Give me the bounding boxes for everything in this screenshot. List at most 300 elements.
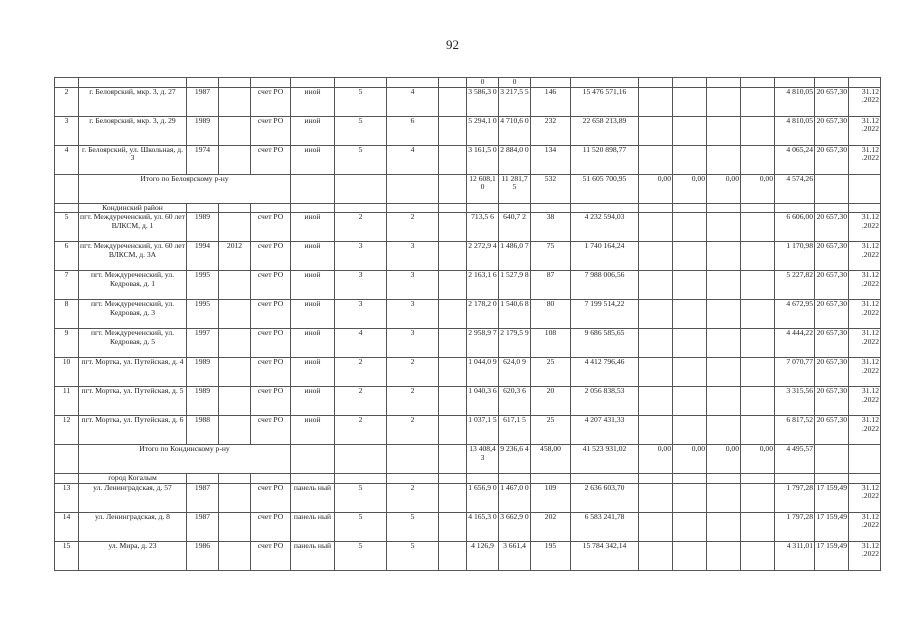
cell-cost-a [639, 416, 673, 445]
cell-address: пгт. Мортка, ул. Путейская, д. 4 [79, 358, 187, 387]
cell-cost-d [741, 358, 775, 387]
cell-limit-cost: 20 657,30 [815, 242, 849, 271]
cell-entrances: 5 [387, 541, 439, 570]
cell-entrances: 5 [387, 512, 439, 541]
cell-fund-method: счет РО [251, 300, 291, 329]
cell-total-area: 4 165,3 0 [467, 512, 499, 541]
cell-fund-method: счет РО [251, 329, 291, 358]
cell-blank [439, 78, 467, 88]
cell-living-area: 1 527,9 8 [499, 271, 531, 300]
cell-residents: 532 [531, 174, 571, 203]
cell-wall-material: иной [291, 145, 335, 174]
cell-cost-d [741, 416, 775, 445]
cell-blank [467, 203, 499, 213]
cell-blank [531, 203, 571, 213]
cell-cost-total: 15 784 342,14 [571, 541, 639, 570]
cell-total-area: 2 178,2 0 [467, 300, 499, 329]
cell-cost-b [673, 271, 707, 300]
cell-blank [55, 474, 79, 484]
cell-total-area: 3 161,5 0 [467, 145, 499, 174]
cell-cost-per-sqm: 4 311,01 [775, 541, 815, 570]
cell-address: г. Белоярский, ул. Школьная, д. 3 [79, 145, 187, 174]
cell-blank [439, 512, 467, 541]
cell-fund-method: счет РО [251, 358, 291, 387]
page-number: 92 [446, 37, 459, 52]
cell-floors: 5 [335, 87, 387, 116]
cell-cost-per-sqm: 5 227,82 [775, 271, 815, 300]
cell-row-number: 14 [55, 512, 79, 541]
cell-cost-c [707, 387, 741, 416]
cell-living-area: 4 710,6 0 [499, 116, 531, 145]
cell-blank [439, 483, 467, 512]
cell-limit-cost: 20 657,30 [815, 329, 849, 358]
cell-deadline: 31.12 .2022 [849, 512, 881, 541]
cell-cost-c [707, 116, 741, 145]
cell-cost-a [639, 78, 673, 88]
cell-cost-total: 1 740 164,24 [571, 242, 639, 271]
cell-cost-per-sqm: 3 315,56 [775, 387, 815, 416]
cell-cost-c [707, 329, 741, 358]
cell-blank [291, 203, 335, 213]
cell-cost-b: 0,00 [673, 445, 707, 474]
cell-cost-c [707, 416, 741, 445]
cell-residents: 20 [531, 387, 571, 416]
cell-cost-total: 2 056 838,53 [571, 387, 639, 416]
cell-cost-a [639, 329, 673, 358]
cell-cost-total: 6 583 241,78 [571, 512, 639, 541]
cell-blank [291, 174, 335, 203]
cell-blank [187, 203, 219, 213]
cell-entrances: 2 [387, 483, 439, 512]
cell-limit-cost: 20 657,30 [815, 145, 849, 174]
cell-residents: 202 [531, 512, 571, 541]
cell-residents: 109 [531, 483, 571, 512]
cell-living-area: 3 661,4 [499, 541, 531, 570]
cell-blank [499, 203, 531, 213]
cell-cost-b: 0,00 [673, 174, 707, 203]
cell-year-reconstruction [219, 416, 251, 445]
table-row [55, 387, 881, 416]
cell-blank [707, 474, 741, 484]
cell-total-area: 2 272,9 4 [467, 242, 499, 271]
cell-floors: 3 [335, 300, 387, 329]
cell-cost-c: 0,00 [707, 174, 741, 203]
cell-cost-total: 15 476 571,16 [571, 87, 639, 116]
cell-residents: 25 [531, 416, 571, 445]
cell-blank [571, 203, 639, 213]
cell-entrances [387, 78, 439, 88]
cell-living-area: 620,3 6 [499, 387, 531, 416]
cell-blank [571, 474, 639, 484]
cell-year-built: 1995 [187, 271, 219, 300]
cell-cost-c [707, 145, 741, 174]
cell-cost-d [741, 116, 775, 145]
cell-cost-b [673, 300, 707, 329]
cell-cost-a: 0,00 [639, 174, 673, 203]
cell-floors: 2 [335, 358, 387, 387]
cell-limit-cost: 20 657,30 [815, 358, 849, 387]
cell-floors: 5 [335, 116, 387, 145]
cell-cost-b [673, 358, 707, 387]
cell-floors: 5 [335, 145, 387, 174]
cell-cost-a [639, 116, 673, 145]
cell-fund-method: счет РО [251, 87, 291, 116]
cell-entrances: 2 [387, 213, 439, 242]
cell-blank [439, 87, 467, 116]
cell-deadline: 31.12 .2022 [849, 541, 881, 570]
cell-entrances: 4 [387, 145, 439, 174]
cell-floors: 2 [335, 213, 387, 242]
cell-residents: 75 [531, 242, 571, 271]
cell-cost-d [741, 300, 775, 329]
cell-year-built: 1987 [187, 87, 219, 116]
cell-blank [439, 242, 467, 271]
cell-year-built: 1987 [187, 483, 219, 512]
table-row [55, 416, 881, 445]
cell-blank [499, 474, 531, 484]
cell-total-area: 13 408,4 3 [467, 445, 499, 474]
housing-register-table [54, 77, 881, 571]
cell-blank [439, 329, 467, 358]
cell-blank [439, 116, 467, 145]
cell-deadline: 31.12 .2022 [849, 116, 881, 145]
cell-cost-a [639, 387, 673, 416]
cell-wall-material: иной [291, 358, 335, 387]
cell-blank [387, 174, 439, 203]
cell-total-area: 12 608,1 0 [467, 174, 499, 203]
cell-cost-b [673, 329, 707, 358]
cell-address: пгт. Междуреченский, ул. Кедровая, д. 5 [79, 329, 187, 358]
table-row [55, 512, 881, 541]
cell-total-area: 5 294,1 0 [467, 116, 499, 145]
cell-limit-cost: 17 159,49 [815, 512, 849, 541]
cell-blank [439, 358, 467, 387]
cell-fund-method: счет РО [251, 213, 291, 242]
cell-blank [291, 474, 335, 484]
cell-deadline: 31.12 .2022 [849, 145, 881, 174]
cell-blank [775, 474, 815, 484]
cell-residents: 146 [531, 87, 571, 116]
cell-cost-per-sqm: 4 444,22 [775, 329, 815, 358]
cell-living-area: 2 179,5 9 [499, 329, 531, 358]
cell-blank [55, 174, 79, 203]
cell-address: ул. Мира, д. 23 [79, 541, 187, 570]
cell-cost-c [707, 300, 741, 329]
cell-cost-d: 0,00 [741, 174, 775, 203]
cell-year-reconstruction [219, 78, 251, 88]
cell-year-reconstruction [219, 300, 251, 329]
cell-total-area: 1 044,0 9 [467, 358, 499, 387]
cell-blank [439, 445, 467, 474]
cell-row-number: 7 [55, 271, 79, 300]
cell-cost-a [639, 271, 673, 300]
cell-floors: 3 [335, 271, 387, 300]
cell-cost-c [707, 87, 741, 116]
cell-cost-per-sqm: 1 797,28 [775, 483, 815, 512]
cell-blank [673, 474, 707, 484]
cell-blank [219, 474, 251, 484]
cell-limit-cost: 20 657,30 [815, 213, 849, 242]
cell-year-reconstruction [219, 483, 251, 512]
cell-cost-per-sqm: 6 606,00 [775, 213, 815, 242]
cell-year-reconstruction [219, 541, 251, 570]
cell-blank [335, 174, 387, 203]
cell-cost-d: 0,00 [741, 445, 775, 474]
cell-cost-d [741, 512, 775, 541]
cell-residents: 80 [531, 300, 571, 329]
cell-cost-per-sqm: 4 574,26 [775, 174, 815, 203]
cell-year-reconstruction [219, 116, 251, 145]
cell-blank [335, 445, 387, 474]
cell-limit-cost [815, 174, 849, 203]
cell-entrances: 3 [387, 242, 439, 271]
cell-residents: 232 [531, 116, 571, 145]
total-row [55, 174, 881, 203]
cell-blank [219, 203, 251, 213]
cell-blank [849, 474, 881, 484]
cell-total-area: 713,5 6 [467, 213, 499, 242]
cell-cost-total: 41 523 931,02 [571, 445, 639, 474]
cell-living-area: 3 662,9 0 [499, 512, 531, 541]
cell-total-area: 3 586,3 0 [467, 87, 499, 116]
cell-year-built [187, 78, 219, 88]
cell-living-area: 1 540,6 8 [499, 300, 531, 329]
cell-blank [55, 203, 79, 213]
cell-cost-per-sqm: 4 672,95 [775, 300, 815, 329]
cell-residents: 25 [531, 358, 571, 387]
cell-total-area: 2 958,9 7 [467, 329, 499, 358]
cell-living-area: 3 217,5 5 [499, 87, 531, 116]
cell-year-reconstruction [219, 387, 251, 416]
cell-wall-material: панель ный [291, 512, 335, 541]
cell-blank [335, 474, 387, 484]
cell-blank [439, 174, 467, 203]
cell-deadline: 31.12 .2022 [849, 483, 881, 512]
cell-wall-material: иной [291, 242, 335, 271]
cell-cost-b [673, 145, 707, 174]
cell-cost-a [639, 242, 673, 271]
cell-year-reconstruction [219, 87, 251, 116]
cell-total-area: 1 037,1 5 [467, 416, 499, 445]
cell-limit-cost: 17 159,49 [815, 483, 849, 512]
cell-blank [439, 474, 467, 484]
cell-entrances: 2 [387, 416, 439, 445]
cell-limit-cost: 20 657,30 [815, 416, 849, 445]
cell-fund-method: счет РО [251, 387, 291, 416]
cell-blank [467, 474, 499, 484]
table-row [55, 145, 881, 174]
cell-blank [387, 474, 439, 484]
cell-wall-material: панель ный [291, 483, 335, 512]
cell-address: пгт. Мортка, ул. Путейская, д. 6 [79, 416, 187, 445]
cell-cost-a [639, 541, 673, 570]
cell-cost-total: 9 686 585,65 [571, 329, 639, 358]
cell-deadline [849, 78, 881, 88]
cell-blank [639, 474, 673, 484]
cell-deadline: 31.12 .2022 [849, 242, 881, 271]
cell-row-number: 13 [55, 483, 79, 512]
cell-floors [335, 78, 387, 88]
cell-cost-d [741, 329, 775, 358]
cell-floors: 5 [335, 541, 387, 570]
cell-address: ул. Ленинградская, д. 57 [79, 483, 187, 512]
cell-blank [291, 445, 335, 474]
cell-fund-method: счет РО [251, 116, 291, 145]
cell-blank [639, 203, 673, 213]
cell-wall-material: иной [291, 213, 335, 242]
cell-cost-c [707, 512, 741, 541]
cell-blank [673, 203, 707, 213]
section-label: Кондинский район [79, 203, 187, 213]
cell-residents: 108 [531, 329, 571, 358]
cell-year-built: 1989 [187, 116, 219, 145]
cell-residents [531, 78, 571, 88]
cell-living-area: 617,1 5 [499, 416, 531, 445]
cell-row-number: 8 [55, 300, 79, 329]
cell-entrances: 2 [387, 358, 439, 387]
cell-row-number: 10 [55, 358, 79, 387]
cell-cost-d [741, 78, 775, 88]
cell-row-number [55, 78, 79, 88]
cell-blank [439, 387, 467, 416]
table-row [55, 300, 881, 329]
cell-deadline [849, 174, 881, 203]
cell-cost-total: 51 605 700,95 [571, 174, 639, 203]
cell-wall-material: иной [291, 329, 335, 358]
cell-floors: 2 [335, 387, 387, 416]
cell-total-area: 1 656,9 0 [467, 483, 499, 512]
table-row [55, 541, 881, 570]
cell-cost-per-sqm: 4 065,24 [775, 145, 815, 174]
cell-entrances: 3 [387, 300, 439, 329]
section-label: город Когалым [79, 474, 187, 484]
cell-blank [439, 541, 467, 570]
cell-residents: 87 [531, 271, 571, 300]
cell-deadline: 31.12 .2022 [849, 329, 881, 358]
cell-cost-per-sqm: 4 810,05 [775, 116, 815, 145]
cell-deadline: 31.12 .2022 [849, 416, 881, 445]
cell-cost-a [639, 512, 673, 541]
cell-cost-per-sqm: 1 797,28 [775, 512, 815, 541]
cell-cost-d [741, 541, 775, 570]
cell-cost-b [673, 416, 707, 445]
cell-cost-a [639, 213, 673, 242]
cell-wall-material: иной [291, 416, 335, 445]
cell-address: ул. Ленинградская, д. 8 [79, 512, 187, 541]
cell-wall-material: иной [291, 387, 335, 416]
cell-living-area: 2 884,0 0 [499, 145, 531, 174]
cell-blank [439, 213, 467, 242]
cell-blank [775, 203, 815, 213]
cell-address: г. Белоярский, мкр. 3, д. 29 [79, 116, 187, 145]
cell-wall-material: иной [291, 87, 335, 116]
cell-cost-per-sqm: 4 810,05 [775, 87, 815, 116]
cell-entrances: 3 [387, 271, 439, 300]
cell-year-built: 1989 [187, 358, 219, 387]
cell-year-built: 1974 [187, 145, 219, 174]
cell-cost-b [673, 242, 707, 271]
cell-blank [335, 203, 387, 213]
cell-row-number: 5 [55, 213, 79, 242]
cell-cost-c [707, 483, 741, 512]
cell-fund-method: счет РО [251, 541, 291, 570]
cell-limit-cost: 20 657,30 [815, 300, 849, 329]
cell-living-area: 11 281,7 5 [499, 174, 531, 203]
cell-residents: 38 [531, 213, 571, 242]
total-label: Итого по Белоярскому р-ну [79, 174, 291, 203]
table-row [55, 78, 881, 88]
cell-living-area: 640,7 2 [499, 213, 531, 242]
cell-blank [251, 203, 291, 213]
cell-cost-c [707, 358, 741, 387]
cell-cost-d [741, 271, 775, 300]
cell-residents: 195 [531, 541, 571, 570]
cell-blank [741, 474, 775, 484]
cell-cost-total: 4 412 796,46 [571, 358, 639, 387]
table-row [55, 213, 881, 242]
table-row [55, 242, 881, 271]
total-label: Итого по Кондинскому р-ну [79, 445, 291, 474]
cell-fund-method: счет РО [251, 271, 291, 300]
cell-cost-total: 22 658 213,89 [571, 116, 639, 145]
cell-blank [531, 474, 571, 484]
cell-year-built: 1989 [187, 387, 219, 416]
cell-total-area: 0 [467, 78, 499, 88]
section-row [55, 474, 881, 484]
cell-year-built: 1995 [187, 300, 219, 329]
cell-fund-method: счет РО [251, 242, 291, 271]
cell-residents: 458,00 [531, 445, 571, 474]
table-row [55, 87, 881, 116]
cell-total-area: 1 040,3 6 [467, 387, 499, 416]
cell-address: пгт. Междуреченский, ул. Кедровая, д. 1 [79, 271, 187, 300]
cell-row-number: 12 [55, 416, 79, 445]
cell-row-number: 4 [55, 145, 79, 174]
cell-cost-d [741, 145, 775, 174]
cell-cost-c [707, 78, 741, 88]
total-row [55, 445, 881, 474]
cell-address [79, 78, 187, 88]
cell-blank [439, 300, 467, 329]
cell-blank [849, 203, 881, 213]
cell-blank [439, 203, 467, 213]
cell-limit-cost: 20 657,30 [815, 387, 849, 416]
cell-cost-b [673, 116, 707, 145]
cell-entrances: 3 [387, 329, 439, 358]
cell-floors: 5 [335, 512, 387, 541]
cell-cost-b [673, 483, 707, 512]
cell-deadline: 31.12 .2022 [849, 213, 881, 242]
cell-cost-c [707, 271, 741, 300]
cell-cost-c: 0,00 [707, 445, 741, 474]
cell-cost-b [673, 78, 707, 88]
cell-address: пгт. Мортка, ул. Путейская, д. 5 [79, 387, 187, 416]
cell-cost-total [571, 78, 639, 88]
table-body [55, 78, 881, 571]
cell-row-number: 11 [55, 387, 79, 416]
cell-limit-cost [815, 78, 849, 88]
cell-limit-cost: 20 657,30 [815, 87, 849, 116]
cell-blank [387, 445, 439, 474]
cell-residents: 134 [531, 145, 571, 174]
cell-cost-d [741, 483, 775, 512]
cell-floors: 4 [335, 329, 387, 358]
cell-wall-material: панель ный [291, 541, 335, 570]
cell-fund-method [251, 78, 291, 88]
cell-cost-b [673, 512, 707, 541]
cell-year-reconstruction [219, 145, 251, 174]
cell-limit-cost [815, 445, 849, 474]
